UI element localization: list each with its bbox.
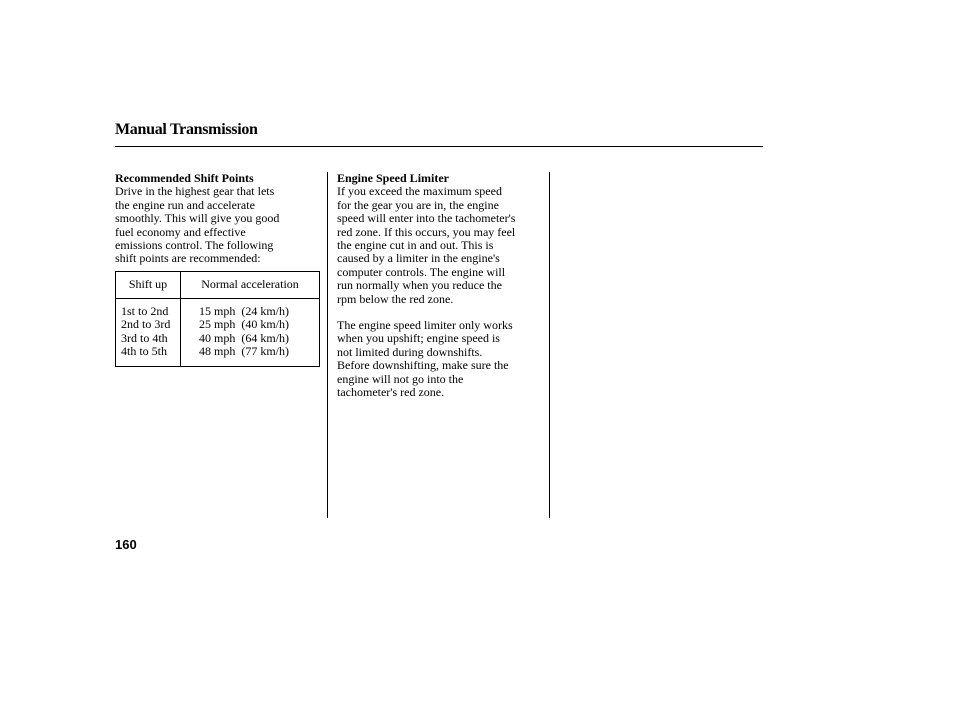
page-title: Manual Transmission (115, 121, 258, 138)
table-row: 40 mph (64 km/h) (199, 330, 289, 345)
column-divider-1 (327, 172, 328, 518)
shift-points-body: Drive in the highest gear that lets the engine run and accelerate smoothly. This will give you good fuel economy and effective emissions control. The following shift points are recommended: (115, 184, 280, 266)
title-rule (115, 146, 763, 147)
table-row: 25 mph (40 km/h) (199, 317, 289, 332)
table-row: 4th to 5th (121, 344, 168, 359)
right-column (337, 172, 547, 400)
table-row: 15 mph (24 km/h) (199, 304, 289, 318)
table-header-divider (116, 298, 319, 299)
speed-limiter-paragraph-1: If you exceed the maximum speed for the gear you are in, the engine speed will enter into the tachometer's red zone. If this occurs, you may feel the engine cut in and out. This is caused by a limiter in the engine's computer controls. The engine will run normally when you reduce the rpm below the red zone. (337, 184, 516, 306)
table-header-shift: Shift up (128, 277, 168, 291)
shift-points-heading: Recommended Shift Points (115, 171, 254, 185)
left-column (115, 172, 320, 266)
table-row: 48 mph (77 km/h) (199, 344, 289, 359)
table-speed-column (199, 305, 289, 359)
table-row: 1st to 2nd (121, 304, 169, 318)
table-row: 3rd to 4th (121, 330, 168, 345)
page-number: 160 (115, 537, 137, 552)
speed-limiter-heading: Engine Speed Limiter (337, 171, 450, 185)
speed-limiter-paragraph-2: The engine speed limiter only works when you upshift; engine speed is not limited during downshifts. Before downshifting, make sure the engine will not go into the tachometer's red zone. (337, 318, 513, 400)
column-divider-2 (549, 172, 550, 518)
table-row: 2nd to 3rd (121, 317, 171, 332)
table-header-speed: Normal acceleration (201, 277, 299, 291)
shift-points-table (115, 271, 320, 367)
table-shift-column (121, 305, 170, 359)
